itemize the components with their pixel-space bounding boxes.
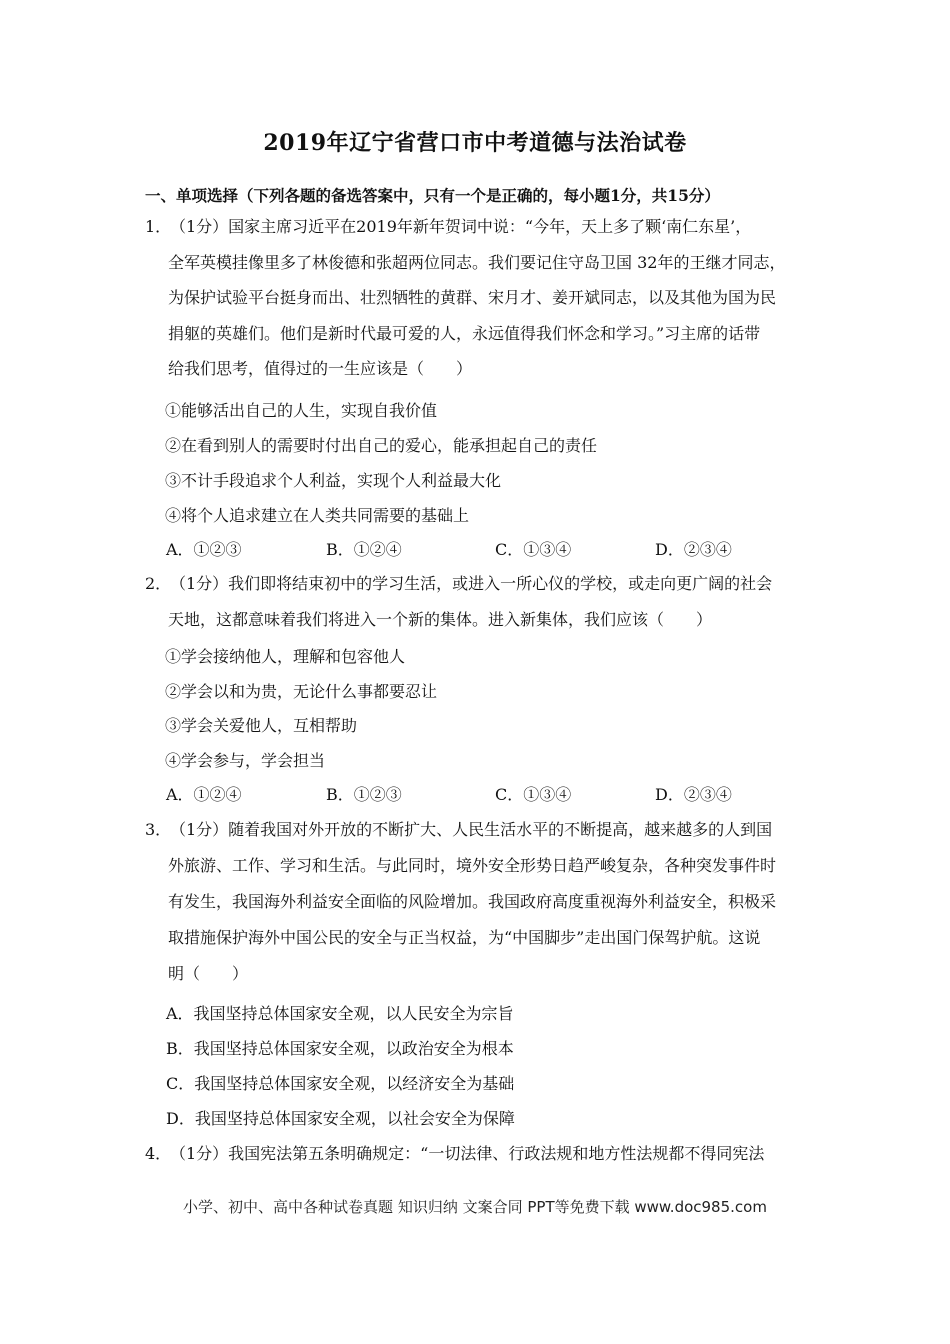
statement-item: ④将个人追求建立在人类共同需要的基础上 — [165, 506, 470, 525]
answer-option: D．我国坚持总体国家安全观，以社会安全为保障 — [166, 1109, 515, 1128]
page-title: 2019年辽宁省营口市中考道德与法治试卷 — [263, 130, 687, 156]
answer-option: B．我国坚持总体国家安全观，以政治安全为根本 — [166, 1039, 514, 1058]
answer-option: A．我国坚持总体国家安全观，以人民安全为宗旨 — [166, 1004, 514, 1023]
answer-option: A．①②③ — [166, 540, 242, 559]
statement-item: ④学会参与，学会担当 — [165, 751, 326, 770]
question-number: 2． — [145, 574, 172, 593]
question-text-line: 给我们思考，值得过的一生应该是（ ） — [168, 359, 473, 378]
answer-option: D．②③④ — [655, 785, 732, 804]
question-text-line: 为保护试验平台挺身而出、壮烈牺牲的黄群、宋月才、姜开斌同志，以及其他为国为民 — [168, 288, 777, 307]
question-text-line: （1分）我国宪法第五条明确规定：“一切法律、行政法规和地方性法规都不得同宪法 — [170, 1144, 765, 1163]
answer-option: B．①②④ — [326, 540, 402, 559]
question-text-line: （1分）国家主席习近平在2019年新年贺词中说：“今年，天上多了颗‘南仁东星’， — [170, 217, 752, 236]
question-text-line: 外旅游、工作、学习和生活。与此同时，境外安全形势日趋严峻复杂，各种突发事件时 — [168, 856, 777, 875]
answer-option: D．②③④ — [655, 540, 732, 559]
question-text-line: 全军英模挂像里多了林俊德和张超两位同志。我们要记住守岛卫国 32年的王继才同志， — [168, 253, 786, 272]
question-number: 4． — [145, 1144, 172, 1163]
answer-option: C．①③④ — [495, 785, 572, 804]
answer-option: A．①②④ — [166, 785, 242, 804]
question-text-line: （1分）随着我国对外开放的不断扩大、人民生活水平的不断提高，越来越多的人到国 — [170, 820, 773, 839]
question-number: 3． — [145, 820, 172, 839]
statement-item: ①学会接纳他人，理解和包容他人 — [165, 647, 406, 666]
answer-option: C．我国坚持总体国家安全观，以经济安全为基础 — [166, 1074, 515, 1093]
statement-item: ①能够活出自己的人生，实现自我价值 — [165, 401, 438, 420]
question-text-line: （1分）我们即将结束初中的学习生活，或进入一所心仪的学校，或走向更广阔的社会 — [170, 574, 773, 593]
statement-item: ②学会以和为贵，无论什么事都要忍让 — [165, 682, 438, 701]
question-text-line: 天地，这都意味着我们将进入一个新的集体。进入新集体，我们应该（ ） — [168, 610, 713, 629]
statement-item: ③学会关爱他人，互相帮助 — [165, 716, 358, 735]
answer-option: C．①③④ — [495, 540, 572, 559]
statement-item: ③不计手段追求个人利益，实现个人利益最大化 — [165, 471, 502, 490]
question-text-line: 有发生，我国海外利益安全面临的风险增加。我国政府高度重视海外利益安全，积极采 — [168, 892, 777, 911]
statement-item: ②在看到别人的需要时付出自己的爱心，能承担起自己的责任 — [165, 436, 598, 455]
page-footer: 小学、初中、高中各种试卷真题 知识归纳 文案合同 PPT等免费下载 www.doc985.com — [183, 1198, 767, 1216]
section-heading: 一、单项选择（下列各题的备选答案中，只有一个是正确的，每小题1分，共15分） — [145, 186, 720, 205]
question-number: 1． — [145, 217, 172, 236]
question-text-line: 捐躯的英雄们。他们是新时代最可爱的人，永远值得我们怀念和学习。”习主席的话带 — [168, 324, 761, 343]
answer-option: B．①②③ — [326, 785, 402, 804]
question-text-line: 明（ ） — [168, 964, 249, 983]
question-text-line: 取措施保护海外中国公民的安全与正当权益，为“中国脚步”走出国门保驾护航。这说 — [168, 928, 761, 947]
